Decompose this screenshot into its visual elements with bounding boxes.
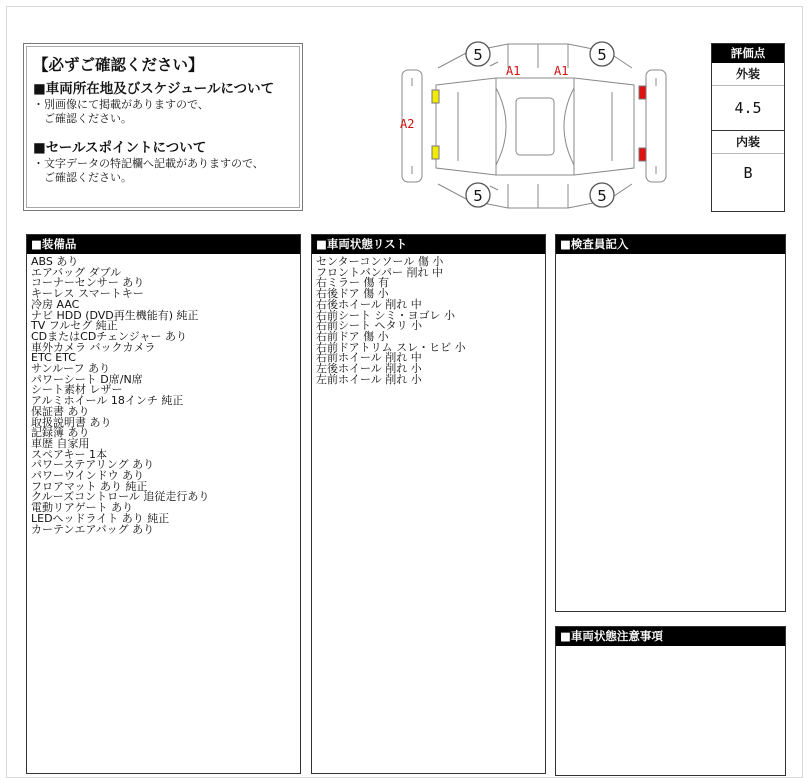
list-item: TV フルセグ 純正 bbox=[31, 319, 118, 333]
damage-mark-a1-front: A1 bbox=[506, 64, 521, 78]
list-item: カーテンエアバッグ あり bbox=[31, 522, 155, 536]
list-item: キーレス スマートキー bbox=[31, 287, 144, 301]
notice-section2-body: ・文字データの特記欄へ記載がありますので、 ご確認ください。 bbox=[33, 157, 264, 184]
list-item: 冷房 AAC bbox=[31, 297, 80, 311]
caution-header: ■車両状態注意事項 bbox=[556, 627, 785, 646]
list-item: 車外カメラ バックカメラ bbox=[31, 340, 156, 354]
list-item: フロアマット あり 純正 bbox=[31, 479, 148, 493]
notice-box bbox=[23, 43, 303, 211]
equipment-header: ■装備品 bbox=[27, 235, 300, 254]
notice-section1-heading: ■車両所在地及びスケジュールについて bbox=[33, 81, 275, 97]
inspector-header: ■検査員記入 bbox=[556, 235, 785, 254]
tire-score-rr: 5 bbox=[597, 187, 607, 205]
list-item: 右前ドア 傷 小 bbox=[316, 329, 389, 343]
list-item: 保証書 あり bbox=[31, 404, 90, 418]
score-box bbox=[711, 43, 785, 212]
list-item: 取扱説明書 あり bbox=[31, 415, 112, 429]
exterior-label: 外装 bbox=[712, 63, 784, 86]
list-item: 記録簿 あり bbox=[31, 426, 90, 440]
list-item: ETC ETC bbox=[31, 351, 76, 365]
notice-section1-body: ・別画像にて掲載がありますので、 ご確認ください。 bbox=[33, 98, 209, 125]
list-item: パワーシート D席/N席 bbox=[31, 372, 143, 386]
damage-mark-a1-rear: A1 bbox=[554, 64, 569, 78]
list-item: ナビ HDD (DVD再生機能有) 純正 bbox=[31, 308, 199, 322]
tire-score-fr: 5 bbox=[473, 187, 483, 205]
list-item: 右前シート シミ・ヨゴレ 小 bbox=[316, 308, 455, 322]
notice-title: 【必ずご確認ください】 bbox=[33, 56, 204, 74]
notice-section2-heading: ■セールスポイントについて bbox=[33, 140, 207, 156]
condition-list bbox=[312, 254, 545, 388]
caution-panel bbox=[555, 626, 786, 776]
list-item: 右後ホイール 削れ 中 bbox=[316, 297, 422, 311]
rear-light-left-icon bbox=[639, 86, 646, 99]
list-item: スペアキー 1本 bbox=[31, 447, 108, 461]
list-item: 右後ドア 傷 小 bbox=[316, 287, 389, 301]
score-header: 評価点 bbox=[712, 44, 784, 63]
list-item: エアバッグ ダブル bbox=[31, 265, 122, 279]
list-item: 右前ドアトリム スレ・ヒビ 小 bbox=[316, 340, 466, 354]
car-diagram bbox=[398, 40, 670, 212]
front-light-right-icon bbox=[432, 146, 439, 159]
tire-score-rl: 5 bbox=[597, 46, 607, 64]
condition-header: ■車両状態リスト bbox=[312, 235, 545, 254]
inspector-panel bbox=[555, 234, 786, 612]
list-item: 右前シート ヘタリ 小 bbox=[316, 319, 422, 333]
condition-panel bbox=[311, 234, 546, 774]
interior-value: B bbox=[743, 164, 753, 182]
list-item: 右ミラー 傷 有 bbox=[316, 276, 389, 290]
interior-label: 内装 bbox=[712, 131, 784, 154]
list-item: アルミホイール 18インチ 純正 bbox=[31, 394, 184, 408]
list-item: コーナーセンサー あり bbox=[31, 276, 145, 290]
list-item: シート素材 レザー bbox=[31, 383, 123, 397]
list-item: フロントバンパー 削れ 中 bbox=[316, 265, 444, 279]
damage-mark-a2: A2 bbox=[400, 117, 415, 131]
exterior-value: 4.5 bbox=[712, 86, 784, 131]
list-item: 左前ホイール 削れ 小 bbox=[316, 372, 422, 386]
front-light-left-icon bbox=[432, 90, 439, 103]
list-item: ABS あり bbox=[31, 255, 79, 268]
list-item: パワーウインドウ あり bbox=[31, 469, 145, 483]
list-item: 左後ホイール 削れ 小 bbox=[316, 362, 422, 376]
list-item: CDまたはCDチェンジャー あり bbox=[31, 329, 187, 343]
list-item: クルーズコントロール 追従走行あり bbox=[31, 490, 210, 504]
list-item: LEDヘッドライト あり 純正 bbox=[31, 511, 170, 525]
list-item: 右前ホイール 削れ 中 bbox=[316, 351, 422, 365]
list-item: 電動リアゲート あり bbox=[31, 501, 134, 515]
list-item: サンルーフ あり bbox=[31, 362, 111, 376]
tire-score-fl: 5 bbox=[473, 46, 483, 64]
rear-light-right-icon bbox=[639, 148, 646, 161]
equipment-list bbox=[27, 254, 300, 538]
list-item: センターコンソール 傷 小 bbox=[316, 255, 444, 268]
equipment-panel bbox=[26, 234, 301, 774]
list-item: パワーステアリング あり bbox=[31, 458, 155, 472]
list-item: 車歴 自家用 bbox=[31, 436, 90, 450]
